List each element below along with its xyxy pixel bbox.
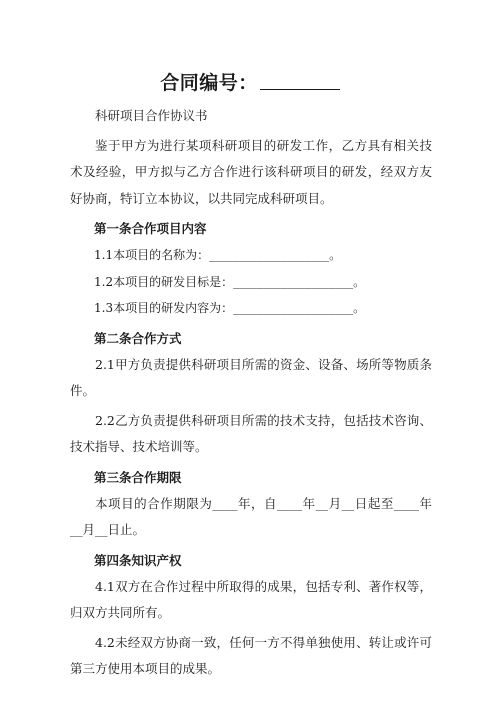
contract-number-title [0, 70, 500, 96]
section-1-item-3: 1.3本项目的研发内容为：____________________。 [94, 301, 366, 315]
section-4-item-1: 4.1双方在合作过程中所取得的成果，包括专利、著作权等，归双方共同所有。 [70, 578, 432, 620]
contract-body [70, 103, 432, 683]
section-3-item-1: 本项目的合作期限为____年，自____年__月__日起至____年__月__日止。 [70, 495, 432, 537]
preamble-paragraph: 鉴于甲方为进行某项科研项目的研发工作，乙方具有相关技术及经验，甲方拟与乙方合作进行该科研项目的研发，经双方友好协商，特订立本协议，以共同完成科研项目。 [70, 137, 432, 206]
section-4-item-2: 4.2未经双方协商一致，任何一方不得单独使用、转让或许可第三方使用本项目的成果。 [70, 634, 432, 676]
contract-number-blank [260, 71, 340, 90]
section-heading-4: 第四条知识产权 [94, 552, 182, 568]
section-2-item-1: 2.1甲方负责提供科研项目所需的资金、设备、场所等物质条件。 [70, 356, 432, 398]
section-1-item-1: 1.1本项目的名称为：____________________。 [94, 248, 342, 262]
contract-number-label: 合同编号： [160, 72, 258, 94]
section-1-item-2: 1.2本项目的研发目标是：____________________。 [94, 274, 366, 289]
agreement-subtitle: 科研项目合作协议书 [95, 108, 208, 123]
section-heading-2: 第二条合作方式 [94, 330, 182, 346]
section-2-item-2: 2.2乙方负责提供科研项目所需的技术支持，包括技术咨询、技术指导、技术培训等。 [70, 412, 432, 454]
section-heading-3: 第三条合作期限 [94, 469, 182, 485]
section-heading-1: 第一条合作项目内容 [94, 221, 207, 236]
